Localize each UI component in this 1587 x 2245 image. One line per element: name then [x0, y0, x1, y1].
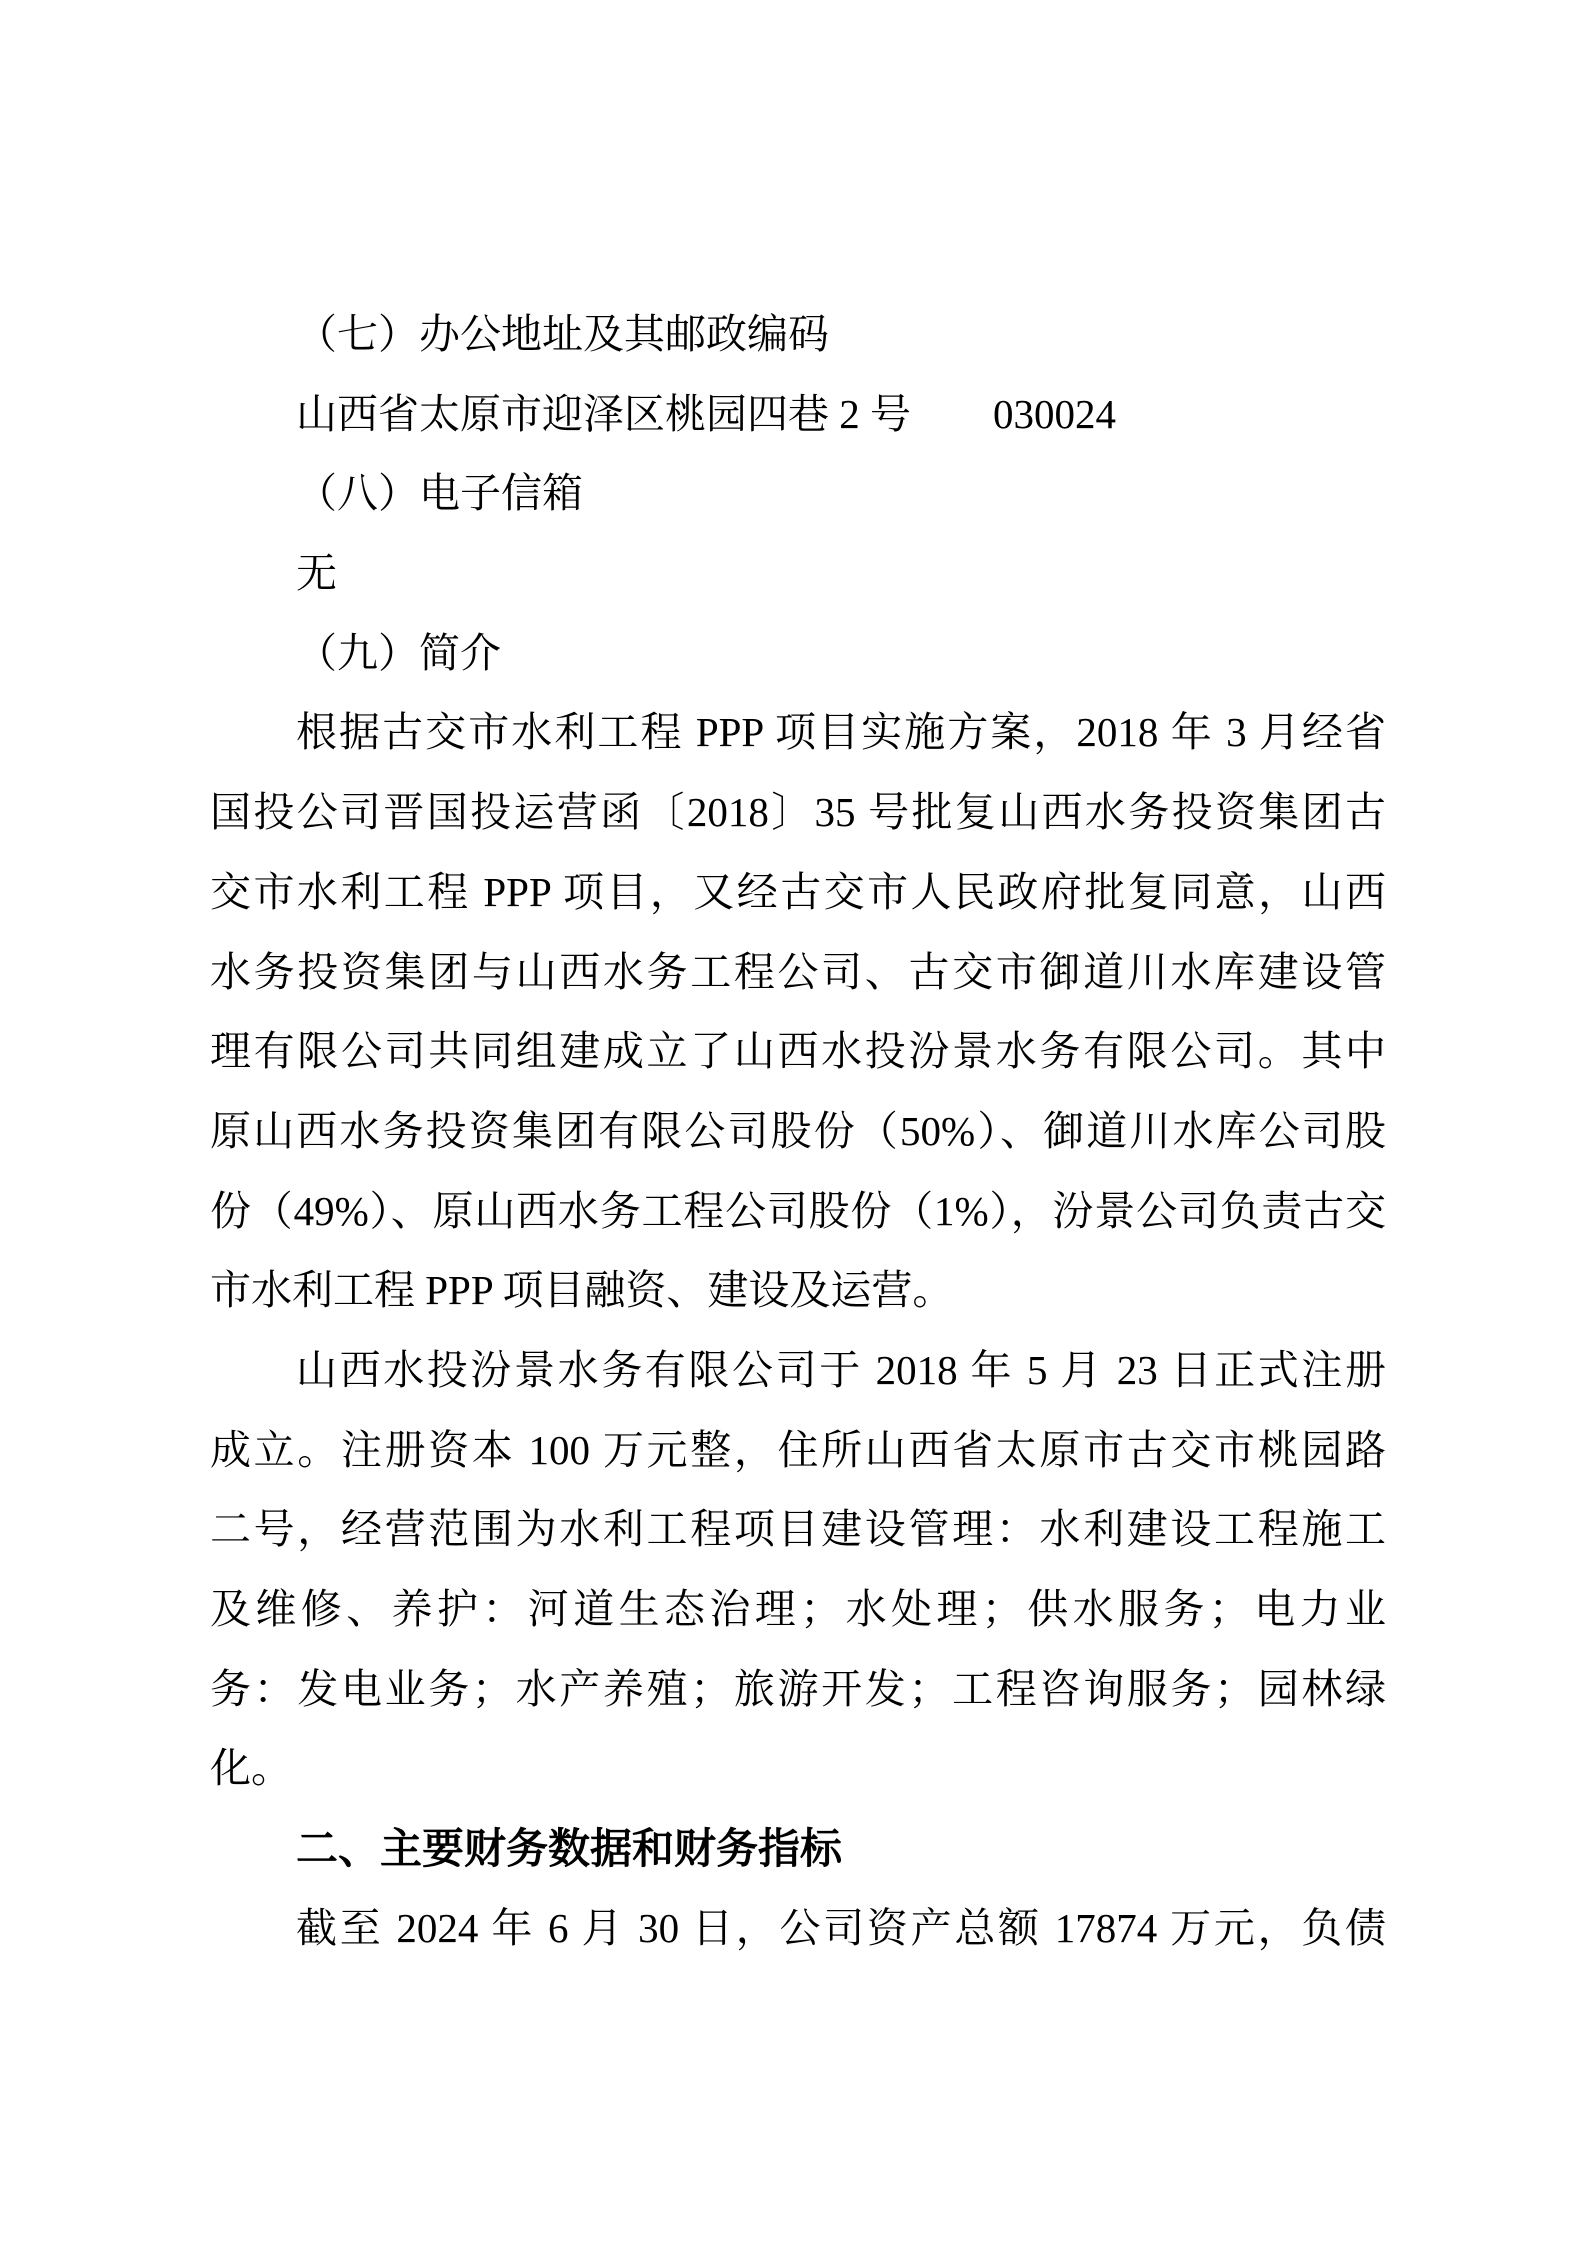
- text-line: 无: [296, 550, 337, 597]
- text-line: 化。: [210, 1745, 292, 1792]
- text-line: 山西省太原市迎泽区桃园四巷 2 号 030024: [296, 390, 1116, 437]
- text-line: 市水利工程 PPP 项目融资、建设及运营。: [210, 1267, 954, 1314]
- text-line: 国投公司晋国投运营函〔2018〕35 号批复山西水务投资集团古: [210, 789, 1386, 836]
- text-line: 水务投资集团与山西水务工程公司、古交市御道川水库建设管: [210, 948, 1386, 995]
- text-line: （八）电子信箱: [296, 470, 583, 517]
- text-line: 二号，经营范围为水利工程项目建设管理：水利建设工程施工: [210, 1506, 1386, 1553]
- text-line: 理有限公司共同组建成立了山西水投汾景水务有限公司。其中: [210, 1028, 1386, 1075]
- text-line: 截至 2024 年 6 月 30 日，公司资产总额 17874 万元，负债: [296, 1904, 1386, 1951]
- text-line: 成立。注册资本 100 万元整，住所山西省太原市古交市桃园路: [210, 1426, 1386, 1473]
- text-line: （七）办公地址及其邮政编码: [296, 311, 829, 357]
- section-heading: 二、主要财务数据和财务指标: [296, 1825, 843, 1873]
- text-line: 原山西水务投资集团有限公司股份（50%）、御道川水库公司股: [210, 1107, 1386, 1154]
- text-line: 务：发电业务；水产养殖；旅游开发；工程咨询服务；园林绿: [210, 1665, 1386, 1712]
- text-line: 份（49%）、原山西水务工程公司股份（1%），汾景公司负责古交: [210, 1187, 1386, 1234]
- text-line: 山西水投汾景水务有限公司于 2018 年 5 月 23 日正式注册: [296, 1346, 1386, 1393]
- text-line: 根据古交市水利工程 PPP 项目实施方案，2018 年 3 月经省: [296, 709, 1386, 756]
- text-line: 交市水利工程 PPP 项目，又经古交市人民政府批复同意，山西: [210, 868, 1386, 915]
- text-line: （九）简介: [296, 629, 501, 676]
- document-text-block: [210, 295, 1386, 1968]
- text-line: 及维修、养护：河道生态治理；水处理；供水服务；电力业: [210, 1586, 1386, 1632]
